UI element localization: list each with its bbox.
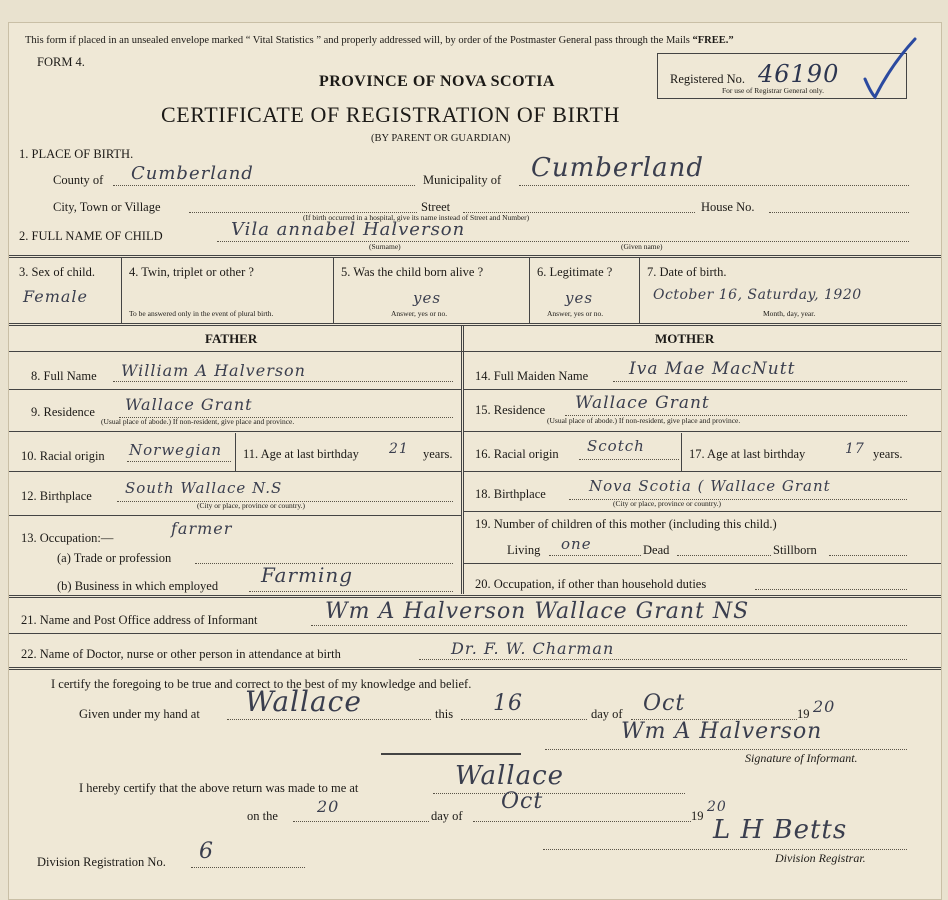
mother-birthplace-note: (City or place, province or country.): [613, 499, 722, 508]
sex-value: Female: [23, 287, 88, 306]
doctor-label: 22. Name of Doctor, nurse or other person in attendance at birth: [21, 647, 341, 661]
return-year-prefix: 19: [691, 809, 704, 823]
this-label: this: [435, 707, 454, 721]
return-day-value: 20: [317, 797, 340, 816]
father-heading: FATHER: [205, 331, 258, 346]
checkmark-icon: [861, 35, 921, 105]
certificate-title: CERTIFICATE OF REGISTRATION OF BIRTH: [161, 102, 620, 127]
postal-notice-text: This form if placed in an unsealed envelope marked “ Vital Statistics ” and properly addressed will, by order of the Postmaster General pass through the Mails: [25, 35, 690, 46]
father-age-value: 21: [389, 441, 409, 457]
given-month-value: Oct: [643, 691, 686, 716]
municipality-value: Cumberland: [531, 153, 704, 183]
mother-age-label: 17. Age at last birthday: [689, 447, 806, 461]
sex-label: 3. Sex of child.: [19, 265, 96, 279]
form-number: FORM 4.: [37, 55, 85, 69]
street-label: Street: [421, 200, 451, 214]
alive-value: yes: [413, 289, 442, 307]
father-residence-value: Wallace Grant: [125, 395, 253, 414]
dob-value: October 16, Saturday, 1920: [653, 287, 862, 303]
given-name-note: (Given name): [621, 242, 663, 251]
informant-value: Wm A Halverson Wallace Grant NS: [325, 599, 750, 624]
return-month-value: Oct: [501, 789, 544, 814]
certificate-paper: [8, 22, 942, 900]
father-residence-note: (Usual place of abode.) If non-resident, give place and province.: [101, 417, 295, 426]
mother-racial-label: 16. Racial origin: [475, 447, 559, 461]
registrar-signature: L H Betts: [713, 815, 848, 845]
mother-occupation-label: 20. Occupation, if other than household duties: [475, 577, 707, 591]
child-name-label: 2. FULL NAME OF CHILD: [19, 229, 163, 243]
mother-racial-value: Scotch: [587, 437, 645, 455]
certify-text: I certify the foregoing to be true and correct to the best of my knowledge and belief.: [51, 677, 472, 691]
informant-signature: Wm A Halverson: [621, 719, 823, 744]
division-no-value: 6: [199, 839, 214, 864]
certificate-subtitle: (BY PARENT OR GUARDIAN): [371, 133, 511, 144]
father-years-label: years.: [423, 447, 453, 461]
city-label: City, Town or Village: [53, 200, 161, 214]
mother-name-label: 14. Full Maiden Name: [475, 369, 589, 383]
province-heading: PROVINCE OF NOVA SCOTIA: [319, 73, 555, 90]
living-value: one: [561, 535, 592, 553]
municipality-label: Municipality of: [423, 173, 502, 187]
dob-note: Month, day, year.: [763, 309, 816, 318]
registrar-label: Division Registrar.: [775, 851, 866, 865]
given-year-value: 20: [813, 697, 836, 716]
surname-note: (Surname): [369, 242, 401, 251]
father-birthplace-label: 12. Birthplace: [21, 489, 92, 503]
division-no-label: Division Registration No.: [37, 855, 166, 869]
trade-label: (a) Trade or profession: [57, 551, 172, 565]
mother-name-value: Iva Mae MacNutt: [629, 359, 796, 379]
given-day-of-label: day of: [591, 707, 623, 721]
postal-notice: [25, 35, 734, 46]
doctor-value: Dr. F. W. Charman: [451, 639, 615, 658]
house-no-label: House No.: [701, 200, 755, 214]
registrar-general-note: For use of Registrar General only.: [722, 86, 824, 95]
given-place-value: Wallace: [245, 685, 362, 718]
alive-note: Answer, yes or no.: [391, 309, 448, 318]
mother-residence-value: Wallace Grant: [575, 393, 710, 413]
alive-label: 5. Was the child born alive ?: [341, 265, 484, 279]
mother-birthplace-value: Nova Scotia ( Wallace Grant: [589, 477, 831, 495]
given-label: Given under my hand at: [79, 707, 200, 721]
business-label: (b) Business in which employed: [57, 579, 219, 593]
living-label: Living: [507, 543, 541, 557]
stillborn-label: Stillborn: [773, 543, 817, 557]
father-birthplace-note: (City or place, province or country.): [197, 501, 306, 510]
return-day-of-label: day of: [431, 809, 463, 823]
given-day-value: 16: [493, 691, 523, 716]
county-label: County of: [53, 173, 104, 187]
mother-years-label: years.: [873, 447, 903, 461]
mother-heading: MOTHER: [655, 331, 715, 346]
informant-label: 21. Name and Post Office address of Informant: [21, 613, 258, 627]
dob-label: 7. Date of birth.: [647, 265, 727, 279]
father-age-label: 11. Age at last birthday: [243, 447, 359, 461]
father-occupation-value: farmer: [171, 519, 233, 538]
father-racial-label: 10. Racial origin: [21, 449, 105, 463]
mother-age-value: 17: [845, 441, 865, 457]
legitimate-note: Answer, yes or no.: [547, 309, 604, 318]
mother-birthplace-label: 18. Birthplace: [475, 487, 546, 501]
place-of-birth-label: 1. PLACE OF BIRTH.: [19, 147, 134, 161]
child-name-value: Vila annabel Halverson: [231, 219, 466, 240]
return-text: I hereby certify that the above return was made to me at: [79, 781, 359, 795]
dead-label: Dead: [643, 543, 670, 557]
mother-children-label: 19. Number of children of this mother (including this child.): [475, 517, 777, 531]
father-residence-label: 9. Residence: [31, 405, 95, 419]
on-the-label: on the: [247, 809, 278, 823]
county-value: Cumberland: [131, 163, 254, 184]
postal-notice-free: “FREE.”: [692, 35, 734, 46]
return-place-value: Wallace: [455, 761, 565, 791]
father-name-label: 8. Full Name: [31, 369, 97, 383]
legitimate-value: yes: [565, 289, 594, 307]
return-year-value: 20: [707, 799, 727, 815]
registered-value: 46190: [758, 60, 840, 88]
father-racial-value: Norwegian: [129, 441, 223, 459]
registered-label: Registered No.: [670, 72, 745, 86]
father-name-value: William A Halverson: [121, 361, 306, 380]
signature-label: Signature of Informant.: [745, 751, 858, 765]
father-birthplace-value: South Wallace N.S: [125, 479, 283, 497]
given-year-prefix: 19: [797, 707, 810, 721]
legitimate-label: 6. Legitimate ?: [537, 265, 613, 279]
father-occupation-label: 13. Occupation:—: [21, 531, 114, 545]
twin-note: To be answered only in the event of plural birth.: [129, 309, 274, 318]
business-value: Farming: [261, 563, 354, 587]
twin-label: 4. Twin, triplet or other ?: [129, 265, 254, 279]
mother-residence-note: (Usual place of abode.) If non-resident, give place and province.: [547, 416, 741, 425]
mother-residence-label: 15. Residence: [475, 403, 546, 417]
hospital-note: (If birth occurred in a hospital, give its name instead of Street and Number): [303, 213, 530, 222]
